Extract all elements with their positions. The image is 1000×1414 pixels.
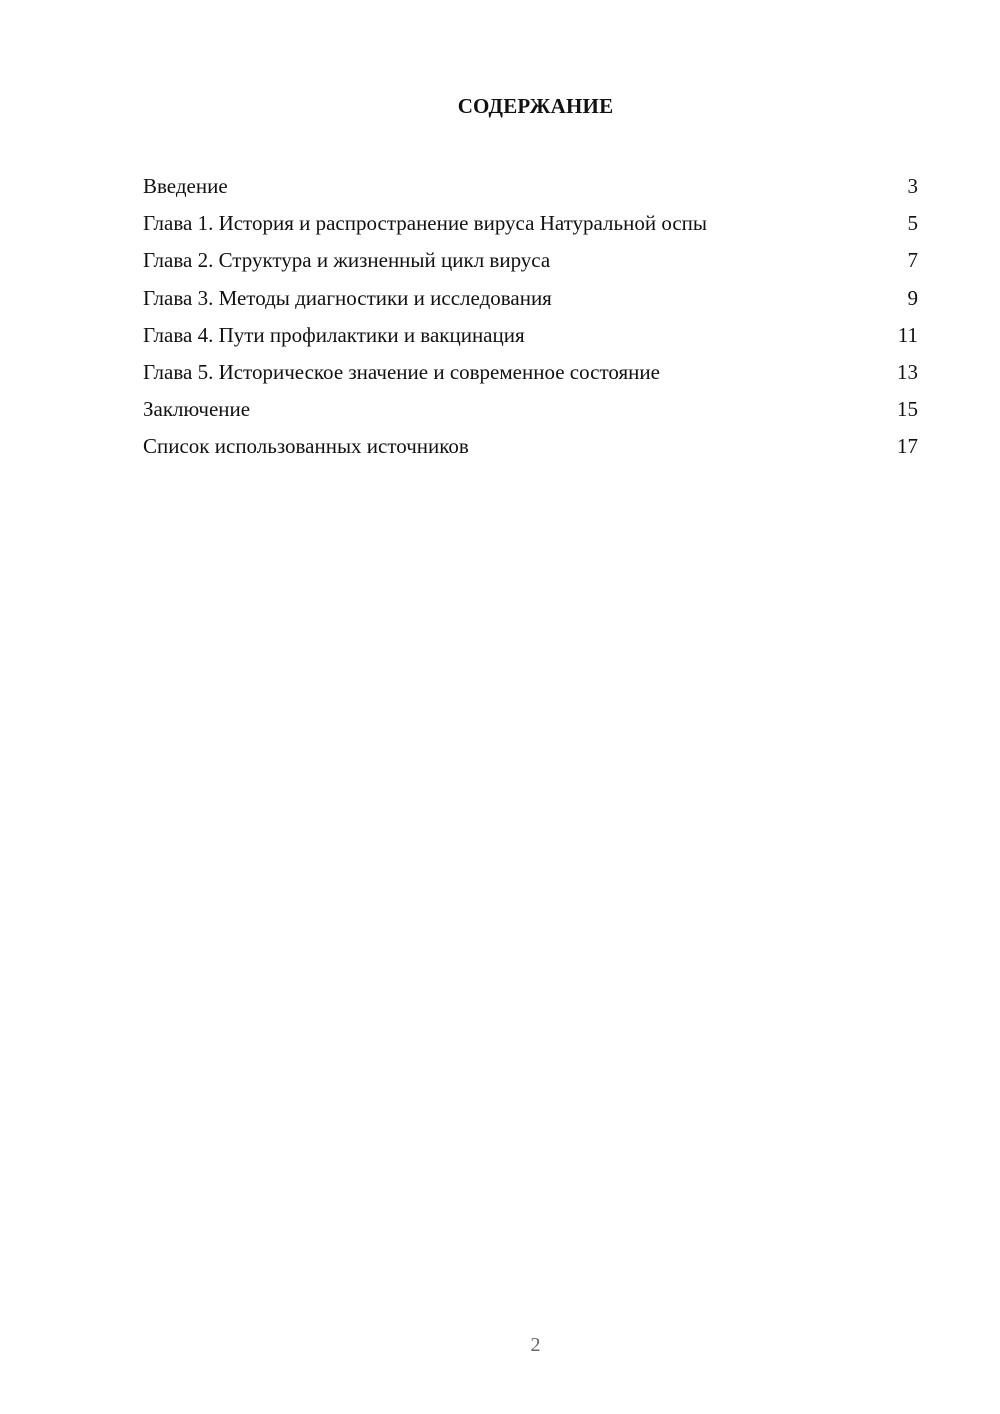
toc-entry-title: Глава 3. Методы диагностики и исследования — [143, 285, 552, 310]
toc-entry-references[interactable] — [143, 428, 918, 465]
toc-entry-chapter-1[interactable] — [143, 205, 918, 242]
toc-entry-page: 13 — [897, 359, 918, 384]
toc-entry-page: 15 — [897, 397, 918, 422]
toc-entry-chapter-4[interactable] — [143, 317, 918, 354]
toc-entry-page: 7 — [907, 248, 918, 273]
table-of-contents — [143, 168, 918, 466]
toc-entry-page: 9 — [907, 285, 918, 310]
toc-entry-title: Глава 4. Пути профилактики и вакцинация — [143, 322, 525, 347]
toc-entry-title: Глава 2. Структура и жизненный цикл вируса — [143, 248, 551, 273]
toc-entry-page: 5 — [907, 211, 918, 236]
toc-entry-title: Заключение — [143, 397, 251, 422]
toc-entry-conclusion[interactable] — [143, 391, 918, 428]
toc-entry-title: Список использованных источников — [143, 434, 469, 459]
toc-entry-title: Введение — [143, 174, 228, 198]
toc-entry-page: 3 — [907, 174, 918, 198]
page-number: 2 — [530, 1334, 541, 1356]
page-title: СОДЕРЖАНИЕ — [457, 94, 614, 118]
toc-entry-chapter-2[interactable] — [143, 242, 918, 279]
toc-entry-page: 17 — [897, 434, 918, 459]
toc-entry-title: Глава 1. История и распространение вируса Натуральной оспы — [143, 211, 708, 236]
toc-entry-introduction[interactable] — [143, 168, 918, 205]
toc-entry-chapter-3[interactable] — [143, 280, 918, 317]
toc-entry-title: Глава 5. Историческое значение и современное состояние — [143, 359, 660, 384]
toc-entry-chapter-5[interactable] — [143, 354, 918, 391]
toc-entry-page: 11 — [897, 322, 918, 347]
